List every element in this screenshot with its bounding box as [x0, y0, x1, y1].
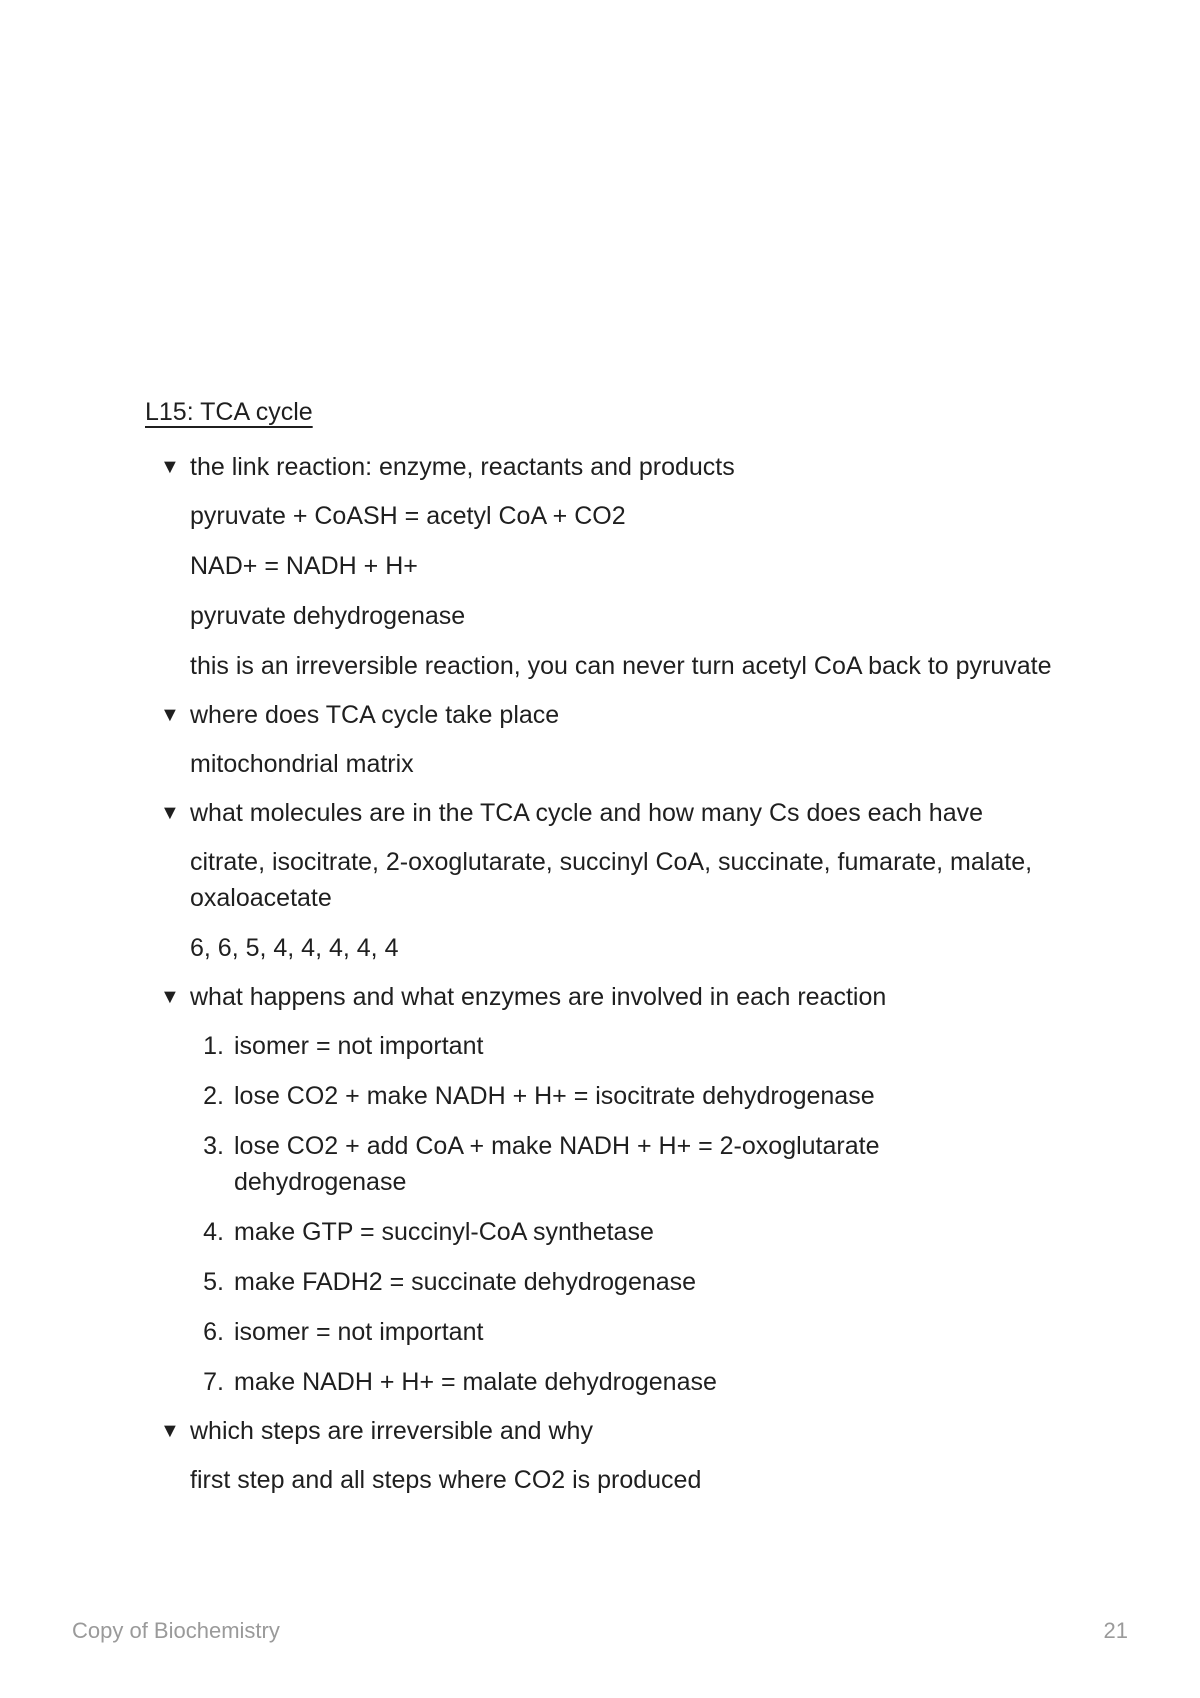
numbered-list: [190, 1028, 1060, 1400]
page-footer: [72, 1616, 1128, 1646]
toggle-header[interactable]: [160, 698, 1060, 732]
toggle-header[interactable]: [160, 1414, 1060, 1448]
list-number: 5.: [203, 1268, 224, 1296]
toggle-heading: what molecules are in the TCA cycle and how many Cs does each have: [190, 799, 984, 827]
toggle-reactions: [160, 980, 1060, 1400]
paragraph: first step and all steps where CO2 is produced: [190, 1466, 702, 1494]
list-text: make NADH + H+ = malate dehydrogenase: [234, 1368, 717, 1396]
toggle-link-reaction: [160, 450, 1060, 684]
toggle-body: [160, 498, 1060, 684]
content: [160, 450, 1060, 1512]
paragraph: NAD+ = NADH + H+: [190, 552, 418, 580]
toggle-irreversible: [160, 1414, 1060, 1498]
list-number: 4.: [203, 1218, 224, 1246]
list-text: isomer = not important: [234, 1318, 484, 1346]
toggle-body: [160, 1028, 1060, 1400]
list-item: [190, 1028, 1060, 1064]
toggle-triangle-icon[interactable]: ▼: [160, 1420, 180, 1442]
toggle-header[interactable]: [160, 980, 1060, 1014]
list-text: isomer = not important: [234, 1032, 484, 1060]
toggle-body: [160, 1462, 1060, 1498]
list-number: 6.: [203, 1318, 224, 1346]
toggle-body: [160, 746, 1060, 782]
paragraph: citrate, isocitrate, 2-oxoglutarate, succinyl CoA, succinate, fumarate, malate, oxaloacetate: [190, 848, 1033, 912]
list-item: [190, 1364, 1060, 1400]
toggle-header[interactable]: [160, 450, 1060, 484]
list-number: 2.: [203, 1082, 224, 1110]
toggle-triangle-icon[interactable]: ▼: [160, 704, 180, 726]
toggle-heading: what happens and what enzymes are involved in each reaction: [190, 983, 887, 1011]
list-item: [190, 1078, 1060, 1114]
toggle-heading: which steps are irreversible and why: [190, 1417, 593, 1445]
page-title: L15: TCA cycle: [145, 398, 313, 426]
toggle-molecules: [160, 796, 1060, 966]
list-text: make GTP = succinyl-CoA synthetase: [234, 1218, 654, 1246]
list-number: 3.: [203, 1132, 224, 1160]
paragraph: pyruvate dehydrogenase: [190, 602, 466, 630]
footer-document-name: Copy of Biochemistry: [72, 1618, 280, 1643]
list-text: lose CO2 + add CoA + make NADH + H+ = 2-oxoglutarate dehydrogenase: [234, 1132, 880, 1196]
toggle-heading: where does TCA cycle take place: [190, 701, 560, 729]
toggle-location: [160, 698, 1060, 782]
list-text: lose CO2 + make NADH + H+ = isocitrate dehydrogenase: [234, 1082, 875, 1110]
footer-page-number: 21: [1103, 1618, 1128, 1643]
paragraph: this is an irreversible reaction, you can never turn acetyl CoA back to pyruvate: [190, 652, 1052, 680]
toggle-triangle-icon[interactable]: ▼: [160, 802, 180, 824]
toggle-triangle-icon[interactable]: ▼: [160, 456, 180, 478]
paragraph: pyruvate + CoASH = acetyl CoA + CO2: [190, 502, 626, 530]
toggle-header[interactable]: [160, 796, 1060, 830]
list-number: 7.: [203, 1368, 224, 1396]
list-number: 1.: [203, 1032, 224, 1060]
list-item: [190, 1314, 1060, 1350]
paragraph: mitochondrial matrix: [190, 750, 414, 778]
list-text: make FADH2 = succinate dehydrogenase: [234, 1268, 697, 1296]
toggle-triangle-icon[interactable]: ▼: [160, 986, 180, 1008]
paragraph: 6, 6, 5, 4, 4, 4, 4, 4: [190, 934, 399, 962]
toggle-body: [160, 844, 1060, 966]
toggle-heading: the link reaction: enzyme, reactants and products: [190, 453, 735, 481]
list-item: [190, 1264, 1060, 1300]
list-item: [190, 1128, 1060, 1200]
list-item: [190, 1214, 1060, 1250]
